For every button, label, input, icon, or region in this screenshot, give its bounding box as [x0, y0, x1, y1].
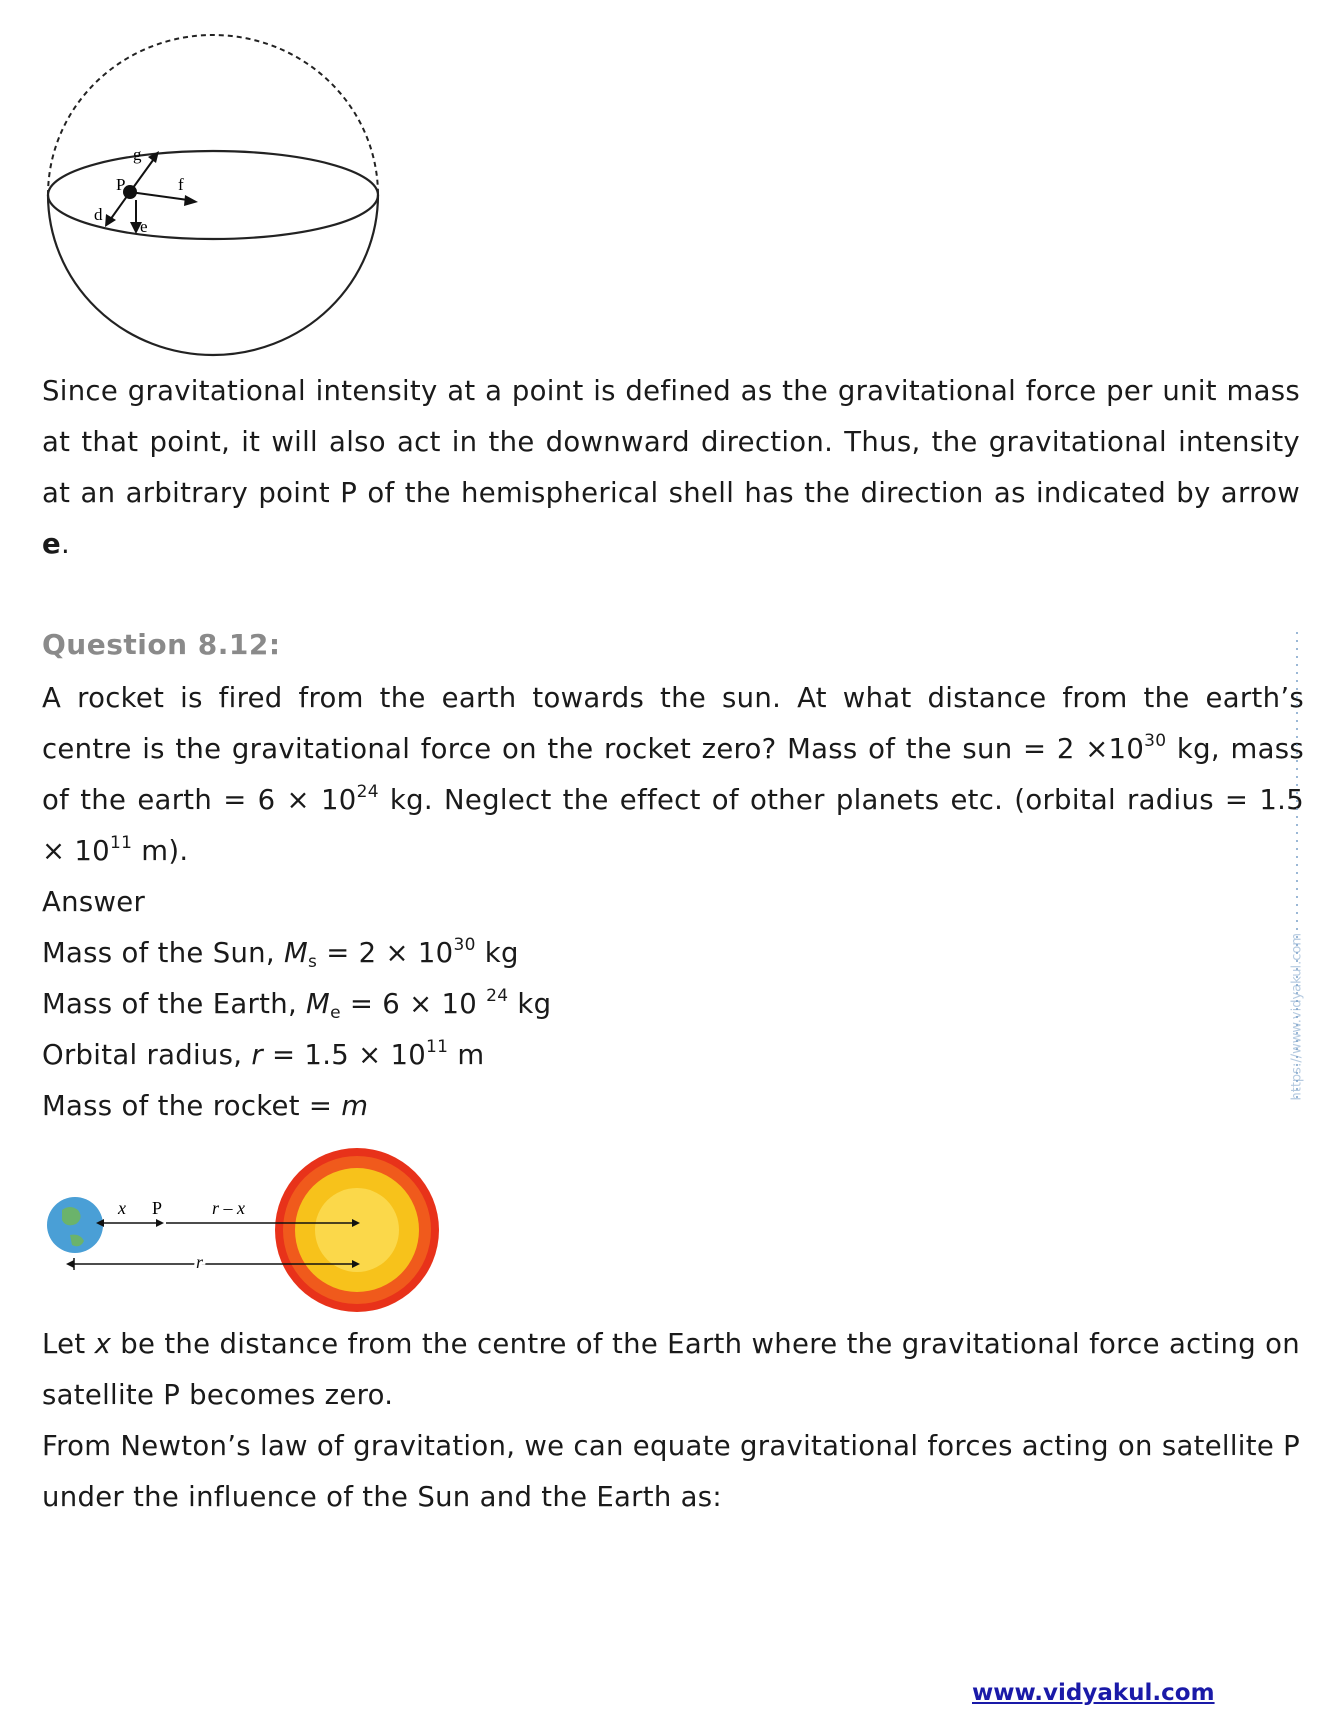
label-e: e — [140, 217, 148, 236]
question-line-3: of the earth = $6 \times 10^{24}$ kg. Neglect the effect of other planets etc. (orbital radius = 1.5 — [42, 782, 1305, 816]
answer-rocket-mass: Mass of the rocket = m — [42, 1090, 369, 1122]
explanation-line-1: Let x be the distance from the centre of the Earth where the gravitational force acting on — [42, 1328, 1300, 1360]
intensity-line-1: Since gravitational intensity at a point is defined as the gravitational force per unit mass — [42, 375, 1300, 407]
question-line-1: A rocket is fired from the earth towards the sun. At what distance from the earth’s — [42, 682, 1304, 714]
label-g: g — [133, 145, 142, 164]
footer-url-link[interactable]: www.vidyakul.com — [972, 1680, 1215, 1706]
label-p: P — [116, 175, 126, 194]
answer-label: Answer — [42, 886, 146, 918]
label-r-minus-x: r – x — [212, 1198, 245, 1218]
intensity-line-2: at that point, it will also act in the downward direction. Thus, the gravitational intensity — [42, 426, 1300, 458]
answer-orbital-radius: Orbital radius, $r = 1.5 \times 10^{11}$ m — [42, 1037, 485, 1071]
rim-ellipse — [48, 151, 378, 239]
question-heading: Question 8.12: — [42, 628, 281, 661]
earth-sun-figure — [40, 1140, 450, 1320]
question-line-2: centre is the gravitational force on the rocket zero? Mass of the sun = $2 \times 10^{30}$ kg, mass — [42, 731, 1304, 765]
answer-sun-mass: Mass of the Sun, $M_s = 2 \times 10^{30}$ kg — [42, 935, 519, 972]
question-line-4: × $10^{11}$ m). — [42, 833, 189, 867]
explanation-line-3: From Newton’s law of gravitation, we can equate gravitational forces acting on satellite P — [42, 1430, 1300, 1462]
label-d: d — [94, 205, 103, 224]
label-f: f — [178, 175, 184, 194]
answer-earth-mass: Mass of the Earth, $M_e = 6 \times 10$ $^{24}$ kg — [42, 986, 552, 1023]
label-x: x — [118, 1198, 126, 1218]
explanation-line-2: satellite P becomes zero. — [42, 1379, 394, 1411]
hemisphere-figure — [38, 30, 388, 370]
intensity-line-4: e. — [42, 528, 70, 560]
label-p-sat: P — [152, 1198, 163, 1218]
label-r: r — [196, 1252, 204, 1272]
arrow-e-label: e — [42, 528, 61, 560]
arrow-d — [105, 214, 116, 227]
explanation-line-4: under the influence of the Sun and the Earth as: — [42, 1481, 722, 1513]
intensity-line-3: at an arbitrary point P of the hemispherical shell has the direction as indicated by arrow — [42, 477, 1300, 509]
dashed-upper-arc — [48, 35, 378, 195]
side-watermark: https://www.vidyakul.com — [1289, 932, 1305, 1101]
arrow-f — [184, 195, 198, 206]
